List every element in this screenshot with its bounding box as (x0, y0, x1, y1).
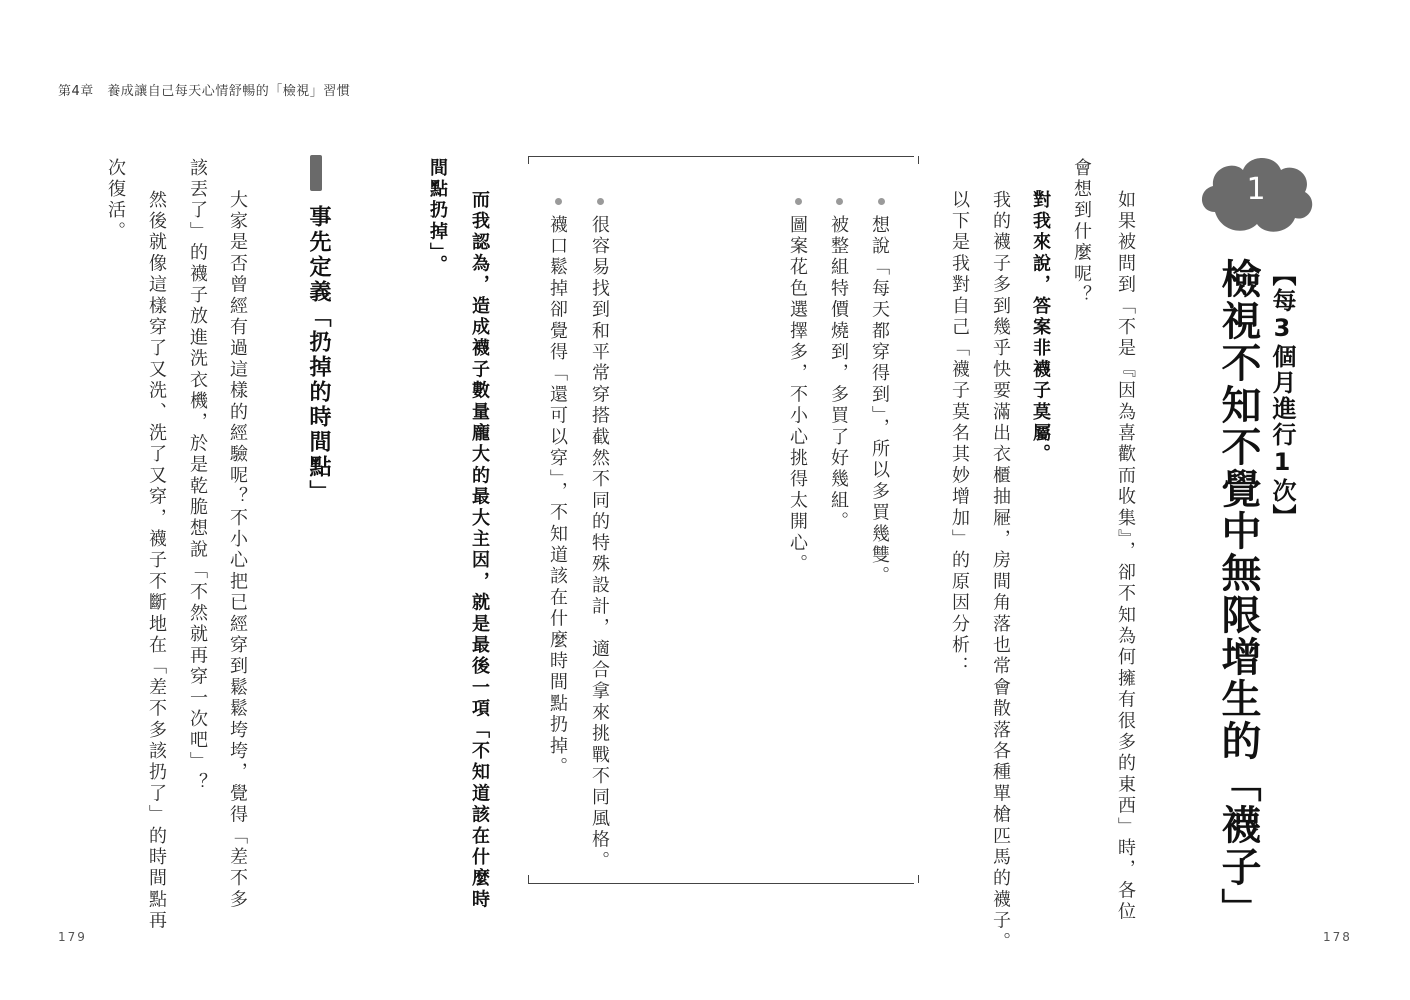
subtitle: 【每3個月進行1次】 (1268, 262, 1296, 530)
bullet-dot-icon (555, 198, 562, 205)
box-item: 很容易找到和平常穿搭截然不同的特殊設計，適合拿來挑戰不同風格。 (589, 215, 610, 873)
section-marker (310, 155, 322, 191)
page-title: 檢視不知不覺中無限增生的「襪子」 (1215, 258, 1261, 930)
bullet-dot-icon (597, 198, 604, 205)
box-item: 被整組特價燒到，多買了好幾組。 (828, 215, 849, 533)
box-item: 想說「每天都穿得到」，所以多買幾雙。 (869, 215, 890, 588)
box-corner (912, 875, 919, 883)
para3-line-4: 次復活。 (105, 158, 126, 243)
conclusion-line-1: 而我認為，造成襪子數量龐大的最大主因，就是最後一項「不知道該在什麼時 (469, 190, 490, 911)
box-corner (912, 156, 919, 164)
conclusion-line-2: 間點扔掉」。 (427, 158, 448, 277)
intro-line-2: 會想到什麼呢？ (1071, 158, 1092, 307)
chapter-header: 第4章 養成讓自己每天心情舒暢的「檢視」習慣 (58, 84, 351, 99)
bullet-dot-icon (878, 198, 885, 205)
section-number: 1 (1246, 172, 1266, 207)
box-item: 襪口鬆掉卻覺得「還可以穿」，不知道該在什麼時間點扔掉。 (547, 215, 568, 779)
page-number-left: 179 (58, 930, 87, 944)
box-corner (528, 156, 535, 164)
para3-line-1: 大家是否曾經有過這樣的經驗呢？不小心把已經穿到鬆鬆垮垮，覺得「差不多 (227, 190, 248, 911)
intro-line-1: 如果被問到「不是『因為喜歡而收集』，卻不知為何擁有很多的東西」時，各位 (1115, 190, 1136, 923)
box-item: 圖案花色選擇多，不小心挑得太開心。 (787, 215, 808, 576)
section-title: 事先定義「扔掉的時間點」 (306, 205, 331, 505)
bullet-dot-icon (795, 198, 802, 205)
reasons-box (528, 156, 914, 884)
para3-line-3: 然後就像這樣穿了又洗、洗了又穿，襪子不斷地在「差不多該扔了」的時間點再 (146, 190, 167, 932)
bullet-dot-icon (836, 198, 843, 205)
para3-line-2: 該丟了」的襪子放進洗衣機，於是乾脆想說「不然就再穿一次吧」？ (187, 158, 208, 794)
para2-line-1: 我的襪子多到幾乎快要滿出衣櫃抽屜，房間角落也常會散落各種單槍匹馬的襪子。 (990, 190, 1011, 954)
box-corner (528, 875, 535, 883)
page-number-right: 178 (1323, 930, 1352, 944)
answer-text: 對我來說，答案非襪子莫屬。 (1030, 190, 1051, 466)
para2-line-2: 以下是我對自己「襪子莫名其妙增加」的原因分析： (949, 190, 970, 678)
